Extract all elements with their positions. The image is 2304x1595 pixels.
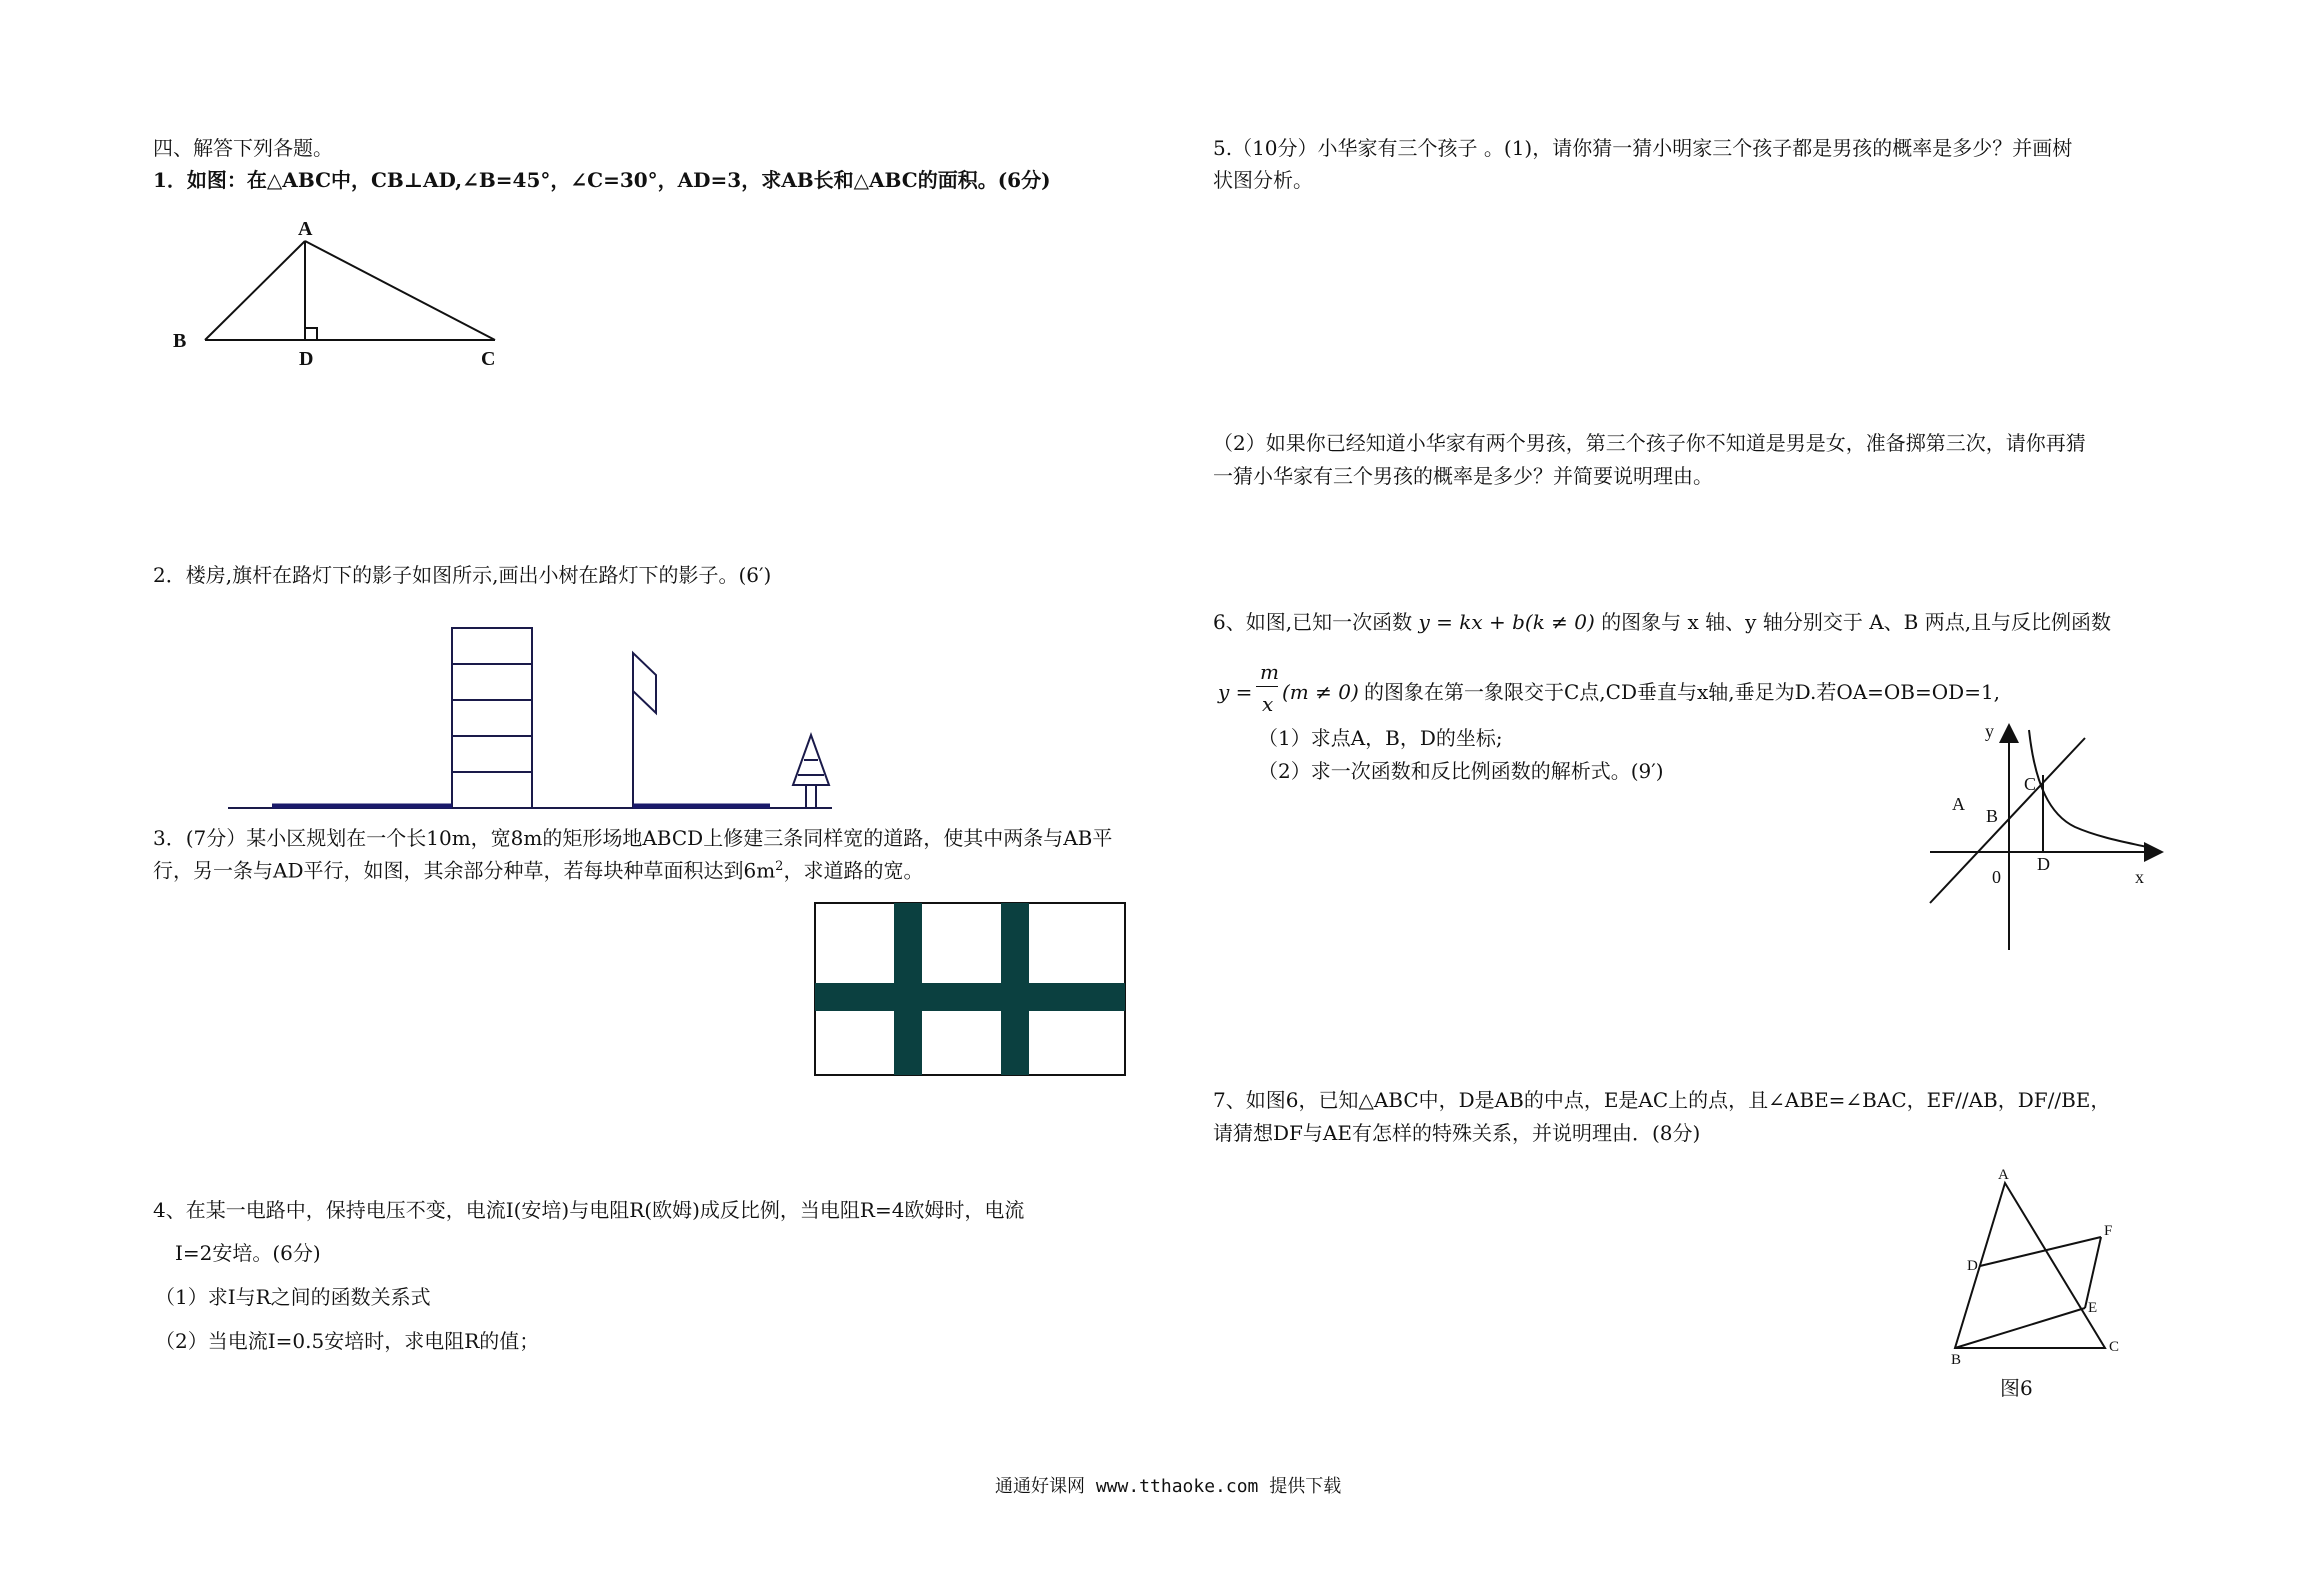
question-5-line1: 5.（10分）小华家有三个孩子 。(1)，请你猜一猜小明家三个孩子都是男孩的概率是多少？并画树 (1213, 136, 2073, 160)
shadow-figure (220, 615, 850, 815)
label-e: E (2088, 1300, 2098, 1316)
question-2-text: 2．楼房,旗杆在路灯下的影子如图所示,画出小树在路灯下的影子。(6′) (153, 563, 772, 587)
question-5-part2-line1: （2）如果你已经知道小华家有两个男孩，第三个孩子你不知道是男是女，准备掷第三次，请你再猜 (1213, 431, 2086, 455)
label-b: B (173, 330, 187, 352)
question-7-line1: 7、如图6，已知△ABC中，D是AB的中点，E是AC上的点，且∠ABE=∠BAC，EF//AB，DF//BE， (1213, 1088, 2111, 1112)
label-c: C (2024, 774, 2037, 794)
section-title: 四、解答下列各题。 (153, 136, 333, 160)
segment-ef (2085, 1237, 2101, 1308)
question-1-text: 1．如图：在△ABC中，CB⊥AD,∠B=45°，∠C=30°，AD=3，求AB长和△ABC的面积。(6分) (153, 168, 1051, 192)
label-x: x (2135, 867, 2144, 887)
label-o: 0 (1992, 867, 2001, 887)
question-5-part2-line2: 一猜小华家有三个男孩的概率是多少？并简要说明理由。 (1213, 464, 1713, 488)
label-a: A (1998, 1167, 2009, 1183)
question-4-part2: （2）当电流I=0.5安培时，求电阻R的值； (155, 1329, 540, 1353)
road-vertical-1 (894, 903, 922, 1075)
triangle-abc-figure (165, 215, 505, 375)
inverse-function-curve (2029, 730, 2147, 847)
side-ac (305, 241, 495, 340)
label-d: D (1967, 1258, 1978, 1274)
label-b: B (1951, 1352, 1962, 1368)
right-angle-mark (305, 328, 317, 340)
flag (633, 653, 656, 713)
question-6-part1: （1）求点A，B，D的坐标; (1258, 726, 1503, 750)
label-y: y (1985, 721, 1994, 741)
question-3-line1: 3．(7分）某小区规划在一个长10m，宽8m的矩形场地ABCD上修建三条同样宽的道路，使其中两条与AB平 (153, 826, 1113, 850)
label-c: C (2109, 1339, 2120, 1355)
triangle-figure-6 (1935, 1165, 2135, 1368)
road-plan-figure (814, 902, 1129, 1077)
building (452, 628, 532, 808)
function-graph-figure (1910, 715, 2170, 955)
road-vertical-2 (1001, 903, 1029, 1075)
label-b: B (1986, 806, 1999, 826)
segment-be (1955, 1308, 2085, 1348)
question-5-line2: 状图分析。 (1213, 168, 1313, 192)
question-6-part2: （2）求一次函数和反比例函数的解析式。(9′) (1258, 759, 1664, 783)
road-horizontal (815, 983, 1125, 1011)
label-a: A (298, 218, 313, 240)
label-d: D (299, 348, 314, 370)
question-7-line2: 请猜想DF与AE有怎样的特殊关系，并说明理由．(8分) (1213, 1121, 1701, 1145)
label-d: D (2037, 854, 2050, 874)
question-3-line2: 行，另一条与AD平行，如图，其余部分种草，若每块种草面积达到$6m^2$，求道路的宽。 (153, 858, 924, 883)
label-a: A (1952, 794, 1965, 814)
question-4-line1: 4、在某一电路中，保持电压不变，电流I(安培)与电阻R(欧姆)成反比例，当电阻R=4欧姆时，电流 (153, 1198, 1025, 1222)
linear-function-line (1930, 738, 2085, 903)
question-4-line2: I=2安培。(6分) (175, 1241, 321, 1265)
label-c: C (481, 348, 496, 370)
figure-6-caption: 图6 (2000, 1376, 2033, 1400)
question-6-line1: 6、如图,已知一次函数 y = kx + b(k ≠ 0) 的图象与 x 轴、y 轴分别交于 A、B 两点,且与反比例函数 (1213, 610, 2112, 634)
footer-credit: 通通好课网 www.tthaoke.com 提供下载 (995, 1476, 1342, 1497)
label-f: F (2104, 1223, 2113, 1239)
question-4-part1: （1）求I与R之间的函数关系式 (155, 1285, 431, 1309)
side-ab (205, 241, 305, 340)
